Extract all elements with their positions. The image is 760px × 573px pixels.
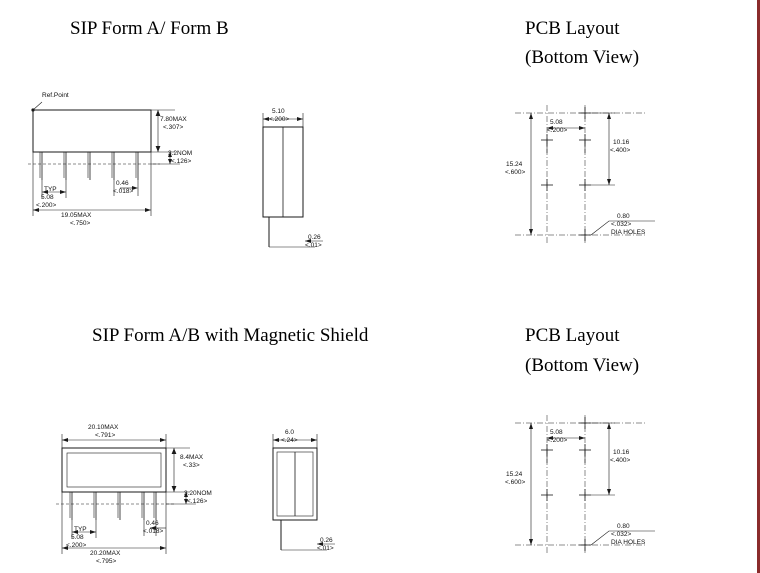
label-pcb1-pitch: 5.08 <box>550 119 563 126</box>
label-length-max-in: <.750> <box>70 220 91 227</box>
label-length-max: 19.05MAX <box>61 212 92 219</box>
label-shield-height-max-in: <.33> <box>183 462 200 469</box>
title-pcb-layout-2: PCB Layout <box>525 325 620 346</box>
label-height-max-in: <.307> <box>163 124 184 131</box>
label-shield-pin-width: 0.46 <box>146 520 159 527</box>
diagram-pcb-layout-2 <box>505 405 725 570</box>
diagram-sip-side-view <box>20 88 235 243</box>
label-pcb1-span: 10.16 <box>613 139 630 146</box>
label-pitch-in: <.200> <box>36 202 57 209</box>
label-pcb2-total: 15.24 <box>506 471 523 478</box>
label-pcb2-total-in: <.600> <box>505 479 526 486</box>
label-pin-thickness-in: <.01> <box>305 242 322 249</box>
label-shield-length-max-in: <.791> <box>95 432 116 439</box>
label-typ: TYP <box>44 186 57 193</box>
label-shield-pin-thickness: 0.26 <box>320 537 333 544</box>
label-pcb2-span: 10.16 <box>613 449 630 456</box>
label-shield-pin-width-in: <.018> <box>143 528 164 535</box>
label-pcb1-hole-note: DIA HOLES <box>611 229 646 236</box>
label-shield-height-max: 8.4MAX <box>180 454 204 461</box>
label-pcb1-total: 15.24 <box>506 161 523 168</box>
label-nom: 3.2NOM <box>168 150 193 157</box>
label-pcb2-hole-note: DIA HOLES <box>611 539 646 546</box>
label-shield-nom-in: <.126> <box>187 498 208 505</box>
diagram-shield-front-view <box>255 420 365 570</box>
label-pcb2-hole-in: <.032> <box>611 531 632 538</box>
label-pcb1-span-in: <.400> <box>610 147 631 154</box>
label-pcb2-pitch-in: <.200> <box>547 437 568 444</box>
label-shield-typ: TYP <box>74 526 87 533</box>
label-shield-nom: 3.20NOM <box>184 490 212 497</box>
label-pcb1-total-in: <.600> <box>505 169 526 176</box>
label-height-max: 7.80MAX <box>160 116 187 123</box>
label-shield-front-width-in: <.24> <box>281 437 298 444</box>
diagram-shield-side-view <box>40 420 255 570</box>
label-pin-thickness: 0.26 <box>308 234 321 241</box>
diagram-pcb-layout-1 <box>505 95 725 260</box>
title-sip-form-ab: SIP Form A/ Form B <box>70 18 229 39</box>
label-pin-width: 0.46 <box>116 180 129 187</box>
label-shield-length-max: 20.10MAX <box>88 424 119 431</box>
label-shield-overall-in: <.795> <box>96 558 117 565</box>
label-front-width: 5.10 <box>272 108 285 115</box>
label-shield-pin-thickness-in: <.01> <box>317 545 334 552</box>
label-shield-front-width: 6.0 <box>285 429 295 436</box>
label-pcb1-hole: 0.80 <box>617 213 630 220</box>
label-front-width-in: <.200> <box>269 116 290 123</box>
label-pcb2-pitch: 5.08 <box>550 429 563 436</box>
diagram-sip-front-view <box>245 95 355 260</box>
title-pcb-layout-1: PCB Layout <box>525 18 620 39</box>
label-pcb1-pitch-in: <.200> <box>547 127 568 134</box>
label-pcb1-hole-in: <.032> <box>611 221 632 228</box>
title-pcb-layout-2-sub: (Bottom View) <box>525 355 640 376</box>
label-shield-overall: 20.20MAX <box>90 550 121 557</box>
label-shield-pitch-in: <.200> <box>66 542 87 549</box>
title-pcb-layout-1-sub: (Bottom View) <box>525 47 640 68</box>
label-pcb2-hole: 0.80 <box>617 523 630 530</box>
label-nom-in: <.126> <box>171 158 192 165</box>
label-pin-width-in: <.018> <box>113 188 134 195</box>
label-pcb2-span-in: <.400> <box>610 457 631 464</box>
label-shield-pitch: 5.08 <box>71 534 84 541</box>
title-sip-shield: SIP Form A/B with Magnetic Shield <box>92 325 369 346</box>
label-pitch: 5.08 <box>41 194 54 201</box>
label-ref-point: Ref.Point <box>42 92 69 99</box>
